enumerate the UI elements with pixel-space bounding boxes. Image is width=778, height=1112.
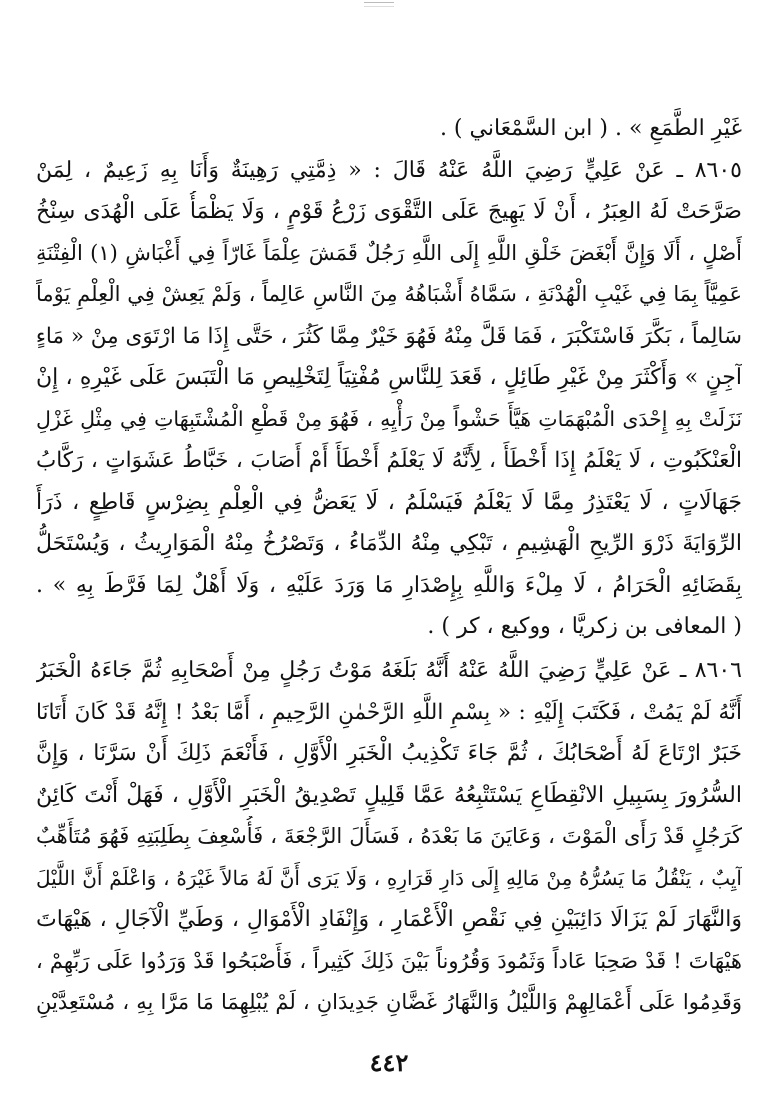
hadith-8605-block xyxy=(36,108,742,648)
text-line: آجِنٍ » وَأَكْثَرَ مِنْ غَيْرِ طَائِلٍ ، قَعَدَ لِلنَّاسِ مُفْتِيَاً لِتَخْلِيصِ مَا الْتَبَسَ عَلَى غَيْرِهِ ، إِنْ xyxy=(36,365,742,390)
text-line: وَالنَّهَارَ لَمْ يَزَالَا دَائِبَيْنِ فِي نَقْصِ الْأَعْمَارِ ، وَإِنْفَادِ الْأَمْوَالِ ، وَطَيِّ الْآجَالِ ، هَيْهَاتَ xyxy=(36,907,742,932)
text-line: آيِبٌ ، يَنْقُلُ مَا يَسُرُّهُ مِنْ مَالِهِ إِلَى دَارِ قَرَارِهِ ، وَلَا يَرَى أَنَّ لَهُ مَالاً غَيْرَهُ ، وَاعْلَمْ أَنَّ اللَّيْلَ xyxy=(36,865,742,890)
text-line: نَزَلَتْ بِهِ إِحْدَى الْمُبْهَمَاتِ هَيَّأَ حَشْواً مِنْ رَأْيِهِ ، فَهُوَ مِنْ قَطْعِ الْمُشْتَبِهَاتِ فِي مِثْلِ غَزْلِ xyxy=(36,406,742,431)
text-line: كَرَجُلٍ قَدْ رَأَى الْمَوْتَ ، وَعَايَنَ مَا بَعْدَهُ ، فَسَأَلَ الرَّجْعَةَ ، فَأُسْعِفَ بِطَلِبَتِهِ فَهُوَ مُتَأَهِّبٌ xyxy=(36,824,742,848)
text-line: هَيْهَاتَ ! قَدْ صَحِبَا عَاداً وَثَمُودَ وَقُرُوناً بَيْنَ ذَلِكَ كَثِيراً ، فَأَصْبَحُوا قَدْ وَرَدُوا عَلَى رَبِّهِمْ ، xyxy=(36,948,742,973)
text-line: وَقَدِمُوا عَلَى أَعْمَالِهِمْ وَاللَّيْلُ وَالنَّهَارُ غَضَّانِ جَدِيدَانِ ، لَمْ يُبْلِهِمَا مَا مَرَّا بِهِ ، مُسْتَعِدَّيْنِ xyxy=(36,990,742,1014)
text-line: ٨٦٠٥ ـ عَنْ عَلِيٍّ رَضِيَ اللَّهُ عَنْهُ قَالَ : « ذِمَّتِي رَهِينَةٌ وَأَنَا بِهِ زَعِيمٌ ، لِمَنْ xyxy=(36,157,742,183)
scan-top-mark xyxy=(364,2,394,7)
text-line: ٨٦٠٦ ـ عَنْ عَلِيٍّ رَضِيَ اللَّهُ عَنْهُ أَنَّهُ بَلَغَهُ مَوْتُ رَجُلٍ مِنْ أَصْحَابِهِ ثُمَّ جَاءَهُ الْخَبَرُ xyxy=(36,658,742,683)
text-line: عَمِيَّاً بِمَا فِي غَيْبِ الْهُدْنَةِ ، سَمَّاهُ أَشْبَاهُهُ مِنَ النَّاسِ عَالِماً ، وَلَمْ يَعِشْ فِي الْعِلْمِ يَوْماً xyxy=(36,282,742,306)
text-line: جَهَالَاتٍ ، لَا يَعْتَذِرُ مِمَّا لَا يَعْلَمُ فَيَسْلَمُ ، لَا يَعَضُّ فِي الْعِلْمِ بِضِرْسٍ قَاطِعٍ ، ذَرَأَ xyxy=(36,489,742,515)
hadith-8606-block xyxy=(36,650,742,1024)
text-line: السُّرُورَ بِسَبِيلِ الانْقِطَاعِ يَسْتَتْبِعُهُ عَمَّا قَلِيلٍ تَصْدِيقُ الْخَبَرِ الْأَوَّلِ ، فَهَلْ أَنْتَ كَائِنٌ xyxy=(36,782,742,808)
text-line: الرِّوَايَةَ ذَرْوَ الرِّيحِ الْهَشِيمِ ، تَبْكِي مِنْهُ الدِّمَاءُ ، وَتَصْرُخُ مِنْهُ الْمَوَارِيثُ ، وَيُسْتَحَلُّ xyxy=(36,531,742,556)
text-line: بِقَضَائِهِ الْحَرَامُ ، لَا مِلْءَ وَاللَّهِ بِإِصْدَارِ مَا وَرَدَ عَلَيْهِ ، وَلَا أَهْلٌ لِمَا فَرَّطَ بِهِ » . xyxy=(36,572,742,598)
text-line: صَرَّحَتْ لَهُ العِبَرُ ، أَنْ لَا يَهِيجَ عَلَى التَّقْوَى زَرْعُ قَوْمٍ ، وَلَا يَظْمَأُ عَلَى الْهُدَى سِنْخُ xyxy=(36,199,742,224)
text-line: غَيْرِ الطَّمَعِ » . ( ابن السَّمْعَاني ) . xyxy=(439,116,742,141)
page-number: ٤٤٢ xyxy=(369,1048,409,1077)
text-line: أَنَّهُ لَمْ يَمُتْ ، فَكَتَبَ إِلَيْهِ : « بِسْمِ اللَّهِ الرَّحْمٰنِ الرَّحِيمِ ، أَمَّا بَعْدُ ! إِنَّهُ قَدْ كَانَ أَتَانَا xyxy=(36,699,742,725)
text-line: أَصْلٍ ، أَلَا وَإِنَّ أَبْغَضَ خَلْقِ اللَّهِ إِلَى اللَّهِ رَجُلٌ قَمَشَ عِلْمَاً غَارّاً فِي أَغْبَاشِ (١) الْفِتْنَةِ xyxy=(36,240,742,265)
text-line: سَالِماً ، بَكَّرَ فَاسْتَكْبَرَ ، فَمَا قَلَّ مِنْهُ فَهُوَ خَيْرٌ مِمَّا كَثُرَ ، حَتَّى إِذَا مَا ارْتَوَى مِنْ « مَاءٍ xyxy=(36,323,742,349)
citation-line: ( المعافى بن زكريَّا ، ووكيع ، كر ) . xyxy=(427,614,742,639)
text-line: خَبَرٌ ارْتَاعَ لَهُ أَصْحَابُكَ ، ثُمَّ جَاءَ تَكْذِيبُ الْخَبَرِ الْأَوَّلِ ، فَأَنْعَمَ ذَلِكَ أَنْ سَرَّنَا ، وَإِنَّ xyxy=(36,741,742,766)
text-line: الْعَنْكَبُوتِ ، لَا يَعْلَمُ إِذَا أَخْطَأَ ، لِأَنَّهُ لَا يَعْلَمُ أَخْطَأَ أَمْ أَصَابَ ، خَبَّاطُ عَشَوَاتٍ ، رَكَّابُ xyxy=(36,448,742,473)
